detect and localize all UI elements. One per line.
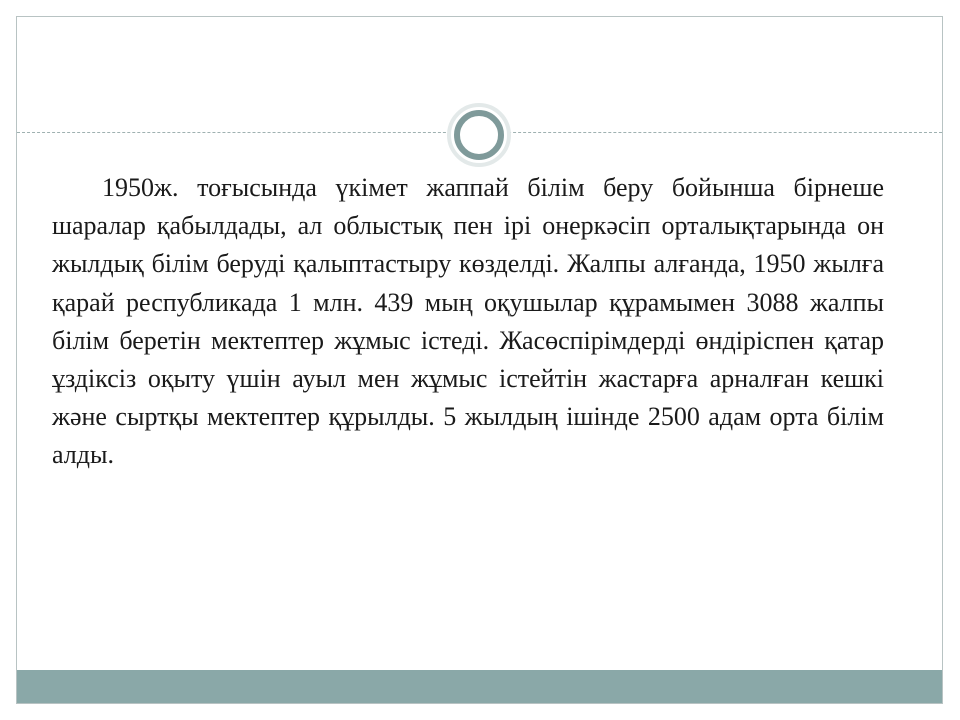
slide-body-text: 1950ж. тоғысында үкімет жаппай білім беру бойынша бірнеше шаралар қабылдады, ал облыстық пен ірі онеркәсіп орталықтарында он жылдық білім беруді қалыптастыру көзделді. Жалпы алғанда, 1950 жылға қарай республикада 1 млн. 439 мың оқушылар құрамымен 3088 жалпы білім беретін мектептер жұмыс істеді. Жасөспірімдерді өндіріспен қатар ұздіксіз оқыту үшін ауыл мен жұмыс істейтін жастарға арналған кешкі және сыртқы мектептер құрылды. 5 жылдың ішінде 2500 адам орта білім алды. bbox=[52, 173, 884, 470]
footer-bar bbox=[17, 670, 942, 703]
circle-ornament-icon bbox=[446, 102, 512, 168]
